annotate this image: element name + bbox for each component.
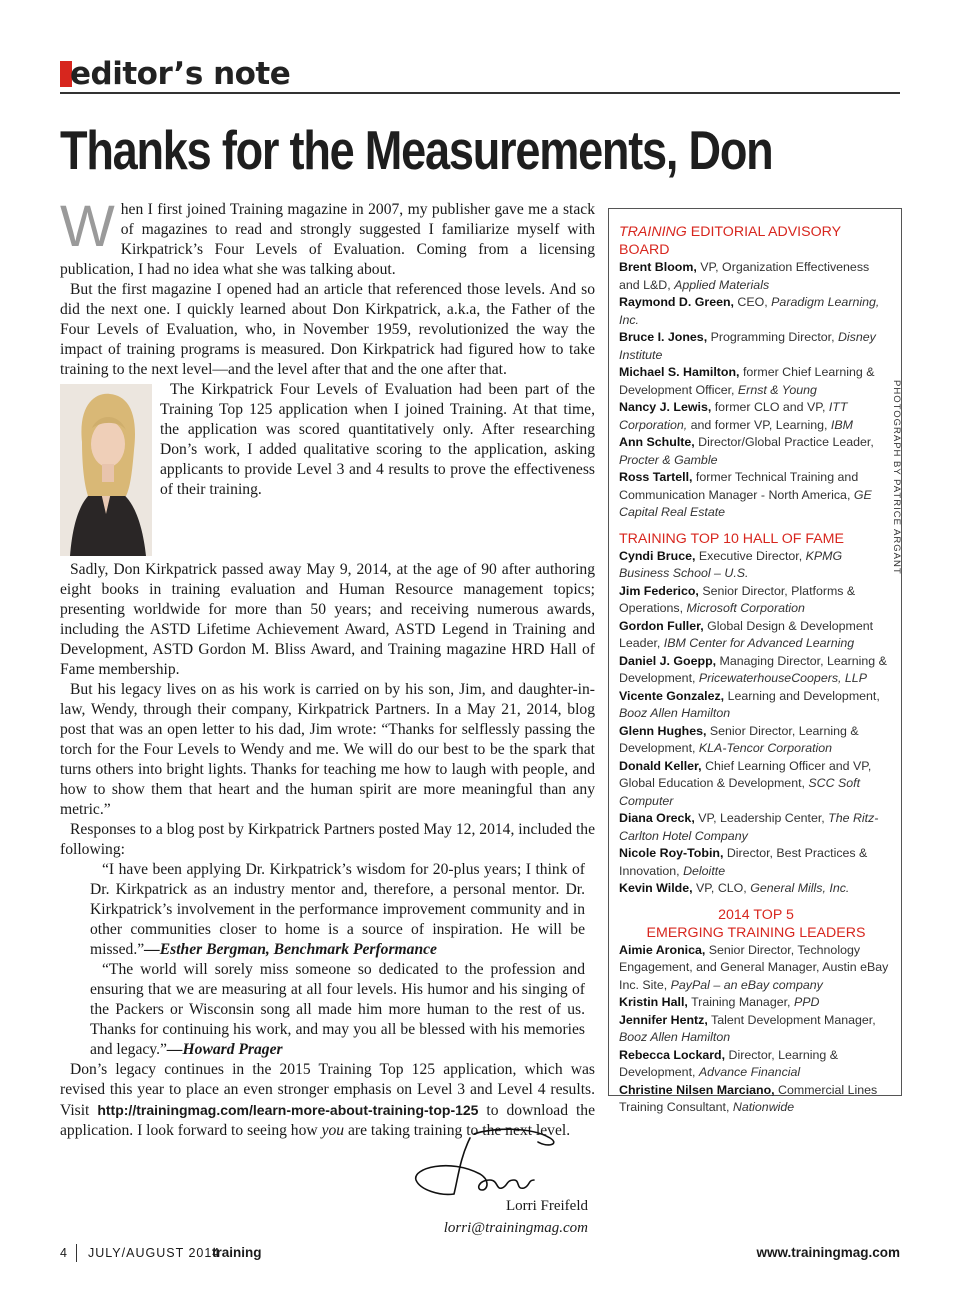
entry-name: Ross Tartell, [619, 470, 693, 484]
emerging-list [619, 942, 893, 1117]
entry-name: Vicente Gonzalez, [619, 688, 725, 703]
entry-name: Jim Federico, [619, 583, 699, 598]
advisory-sidebar [608, 208, 902, 1114]
entry-name: Nancy J. Lewis, [619, 400, 712, 414]
entry-org: General Mills, Inc. [750, 881, 850, 895]
entry-title: Programming Director, [707, 330, 838, 344]
entry-org: Ernst & Young [737, 382, 817, 397]
sidebar-entry [619, 1047, 893, 1082]
entry-title: Chief Learning Officer and VP, Global Education & Development, [619, 758, 872, 790]
entry-name: Daniel J. Goepp, [619, 653, 717, 668]
entry-name: Jennifer Hentz, [619, 1012, 708, 1027]
emerging-heading-line2: EMERGING TRAINING LEADERS [646, 924, 866, 941]
sidebar-entry [619, 723, 893, 758]
entry-title: CEO, [733, 295, 772, 309]
sidebar-entry [619, 880, 893, 898]
sidebar-entry [619, 618, 893, 653]
entry-org: Booz Allen Hamilton [619, 1030, 731, 1044]
section-label: editor’s note [70, 56, 291, 92]
sidebar-entry [619, 469, 893, 522]
entry-org: Nationwide [732, 1100, 795, 1114]
footer-divider [76, 1244, 77, 1262]
entry-org: Applied Materials [674, 277, 770, 292]
blockquote [90, 960, 585, 1060]
entry-title: Senior Director, Learning & Development, [619, 723, 859, 755]
entry-title: Director/Global Practice Leader, [694, 435, 874, 449]
paragraph-text: Sadly, Don Kirkpatrick passed away May 9, 2014, at the age of 90 after authoring eight books in training evaluation and Human Resource management topics; presenting worldwide for more than 50 years; and receiving numerous awards, including the ASTD Lifetime Achievement Award, ASTD Legend in Training and Development, ASTD Gordon M. Bliss Award, and Training magazine HRD Hall of Fame membership. [60, 561, 595, 678]
entry-org: IBM Center for Advanced Learning [663, 636, 855, 650]
entry-org: Booz Allen Hamilton [619, 706, 731, 720]
entry-title: Senior Director, Platforms & Operations, [619, 583, 856, 615]
article-paragraph [60, 820, 595, 860]
sidebar-entry [619, 1012, 893, 1047]
entry-title: VP, CLO, [692, 881, 751, 895]
entry-name: Brent Bloom, [619, 260, 697, 274]
sidebar-entry [619, 364, 893, 399]
website-link[interactable]: www.trainingmag.com [756, 1245, 900, 1260]
blockquote [90, 860, 585, 960]
article-paragraph [60, 680, 595, 820]
drop-cap: W [60, 194, 115, 259]
sidebar-entry [619, 548, 893, 583]
entry-org: Paradigm Learning, Inc. [619, 295, 880, 327]
sidebar-entry [619, 329, 893, 364]
entry-name: Bruce I. Jones, [619, 330, 708, 344]
signature-graphic [410, 1128, 570, 1198]
entry-title: Senior Director, Technology Engagement, and General Manager, Austin eBay Inc. Site, [619, 942, 889, 992]
sidebar-entry [619, 434, 893, 469]
entry-org: PayPal – an eBay company [670, 977, 823, 992]
entry-title: former CLO and VP, [711, 400, 829, 414]
entry-name: Gordon Fuller, [619, 618, 704, 633]
entry-name: Raymond D. Green, [619, 295, 734, 309]
quote-text: “I have been applying Dr. Kirkpatrick’s wisdom for 20-plus years; I think of Dr. Kirkpatrick as an industry mentor and, therefore, a personal mentor. Dr. Kirkpatrick’s involvement in the performance improvement community and in other communities closer to home is a source of inspiration. He will be missed.” [90, 861, 585, 958]
entry-name: Kristin Hall, [619, 995, 688, 1009]
entry-name: Cyndi Bruce, [619, 548, 696, 563]
entry-name: Aimie Aronica, [619, 942, 706, 957]
page-number: 4 [60, 1246, 67, 1260]
entry-org: Microsoft Corporation [686, 601, 805, 615]
paragraph-text: Responses to a blog post by Kirkpatrick Partners posted May 12, 2014, included the following: [60, 821, 595, 858]
sidebar-entry [619, 294, 893, 329]
portrait-image [60, 384, 152, 556]
board-heading-italic: TRAINING [619, 224, 687, 240]
article-paragraph [60, 194, 595, 280]
entry-title: former Chief Learning & Development Officer, [619, 365, 875, 397]
entry-name: Glenn Hughes, [619, 723, 707, 738]
entry-org: Disney Institute [619, 330, 876, 362]
sidebar-entry [619, 653, 893, 688]
signature-name: Lorri Freifeld [505, 1198, 588, 1214]
entry-org: KLA-Tencor Corporation [698, 741, 833, 755]
emerging-heading-line1: 2014 TOP 5 [718, 906, 794, 923]
entry-name: Donald Keller, [619, 758, 702, 773]
page-footer [60, 1244, 900, 1266]
article-paragraph [60, 280, 595, 380]
entry-title: Talent Development Manager, [707, 1012, 876, 1027]
paragraph-text: Don’s legacy continues in the 2015 Training Top 125 application, which was revised this year to place an even stronger emphasis on Level 3 and Level 4 results. Visit [60, 1061, 595, 1119]
author-photo [60, 384, 152, 556]
magazine-brand: training [212, 1245, 262, 1260]
entry-name: Ann Schulte, [619, 435, 695, 449]
entry-title: Director, Best Practices & Innovation, [619, 846, 868, 878]
sidebar-entry [619, 259, 893, 294]
entry-org: Deloitte [683, 863, 726, 878]
entry-org: PPD [793, 995, 820, 1009]
entry-org: IBM [830, 417, 853, 432]
board-list [619, 259, 893, 522]
quote-attribution: —Howard Prager [166, 1041, 283, 1058]
sidebar-entry [619, 845, 893, 880]
board-heading-text: EDITORIAL ADVISORY BOARD [619, 224, 841, 258]
quote-text: “The world will sorely miss someone so dedicated to the profession and ensuring that we are measuring at all four levels. His humor and his singing of the Packers or Wisconsin song all made him more human to the rest of us. Thanks for continuing his work, and may you all be blessed with his memories and legacy.” [90, 961, 585, 1058]
paragraph-text: The Kirkpatrick Four Levels of Evaluation had been part of the Training Top 125 application when I joined Training. At that time, the application was scored quantitatively only. After researching Don’s work, I added qualitative scoring to the application, asking applicants to provide Level 3 and 4 results to prove the effectiveness of their training. [160, 381, 595, 498]
emphasis-text: you [321, 1122, 345, 1139]
paragraph-text: But his legacy lives on as his work is carried on by his son, Jim, and daughter-in-law, Wendy, through their company, Kirkpatrick Partners. In a May 21, 2014, blog post that was an open letter to his dad, Jim wrote: “Thanks for selflessly passing the torch for the Four Levels to Wendy and me. We will do our best to be the spark that turns others into bright lights. Thanks for teaching me how to laugh with people, and how to show them that heart and the human spirit are more meaningful than any metric.” [60, 681, 595, 818]
entry-org: KPMG Business School – U.S. [619, 548, 843, 580]
sidebar-entry [619, 688, 893, 723]
entry-title: Director, Learning & Development, [619, 1047, 839, 1079]
entry-title: former Technical Training and Communication Manager - North America, [619, 470, 859, 502]
entry-org: ITT Corporation, [619, 400, 848, 432]
sidebar-entry [619, 583, 893, 618]
board-heading [619, 223, 893, 259]
entry-title: Commercial Lines Training Consultant, [619, 1082, 878, 1114]
entry-title: and former VP, Learning, [687, 417, 831, 432]
entry-title: VP, Leadership Center, [694, 811, 829, 825]
entry-name: Christine Nilsen Marciano, [619, 1082, 775, 1097]
entry-title: Learning and Development, [724, 688, 880, 703]
entry-name: Diana Oreck, [619, 811, 695, 825]
paragraph-text: But the first magazine I opened had an article that referenced those levels. And so did the next one. I quickly learned about Don Kirkpatrick, a.k.a, the Father of the Four Levels of Evaluation, who, in November 1959, revolutionized the way the impact of training programs is measured. Don Kirkpatrick had figured how to take training to the next level—and the level after that and the one after that. [60, 281, 595, 378]
entry-name: Kevin Wilde, [619, 881, 693, 895]
photo-credit: PHOTOGRAPH BY PATRICE ARGANT [891, 380, 902, 575]
entry-org: PricewaterhouseCoopers, LLP [698, 671, 867, 685]
entry-title: Training Manager, [687, 995, 794, 1009]
entry-title: Global Design & Development Leader, [619, 618, 874, 650]
page-title: Thanks for the Measurements, Don [60, 119, 773, 181]
sidebar-entry [619, 942, 893, 995]
entry-org: Procter & Gamble [619, 452, 718, 467]
hof-heading: TRAINING TOP 10 HALL OF FAME [619, 530, 844, 547]
hof-list [619, 548, 893, 898]
quote-attribution: —Esther Bergman, Benchmark Performance [144, 941, 437, 958]
article-link[interactable]: http://trainingmag.com/learn-more-about-training-top-125 [97, 1102, 479, 1118]
sidebar-entry [619, 810, 893, 845]
paragraph-text: are taking training to the next level. [348, 1122, 571, 1139]
sidebar-entry [619, 399, 893, 434]
entry-org: The Ritz-Carlton Hotel Company [619, 811, 879, 843]
article-paragraph [60, 560, 595, 680]
entry-name: Michael S. Hamilton, [619, 365, 740, 379]
entry-org: Advance Financial [698, 1065, 801, 1079]
entry-title: VP, Organization Effectiveness and L&D, [619, 260, 870, 292]
sidebar-entry [619, 758, 893, 811]
entry-title: Managing Director, Learning & Development, [619, 653, 887, 685]
paragraph-text: to download the application. I look forward to seeing how [60, 1102, 595, 1139]
paragraph-text: hen I first joined Training magazine in 2007, my publisher gave me a stack of magazines to read and strongly suggested I familiarize myself with Kirkpatrick’s Four Levels of Evaluation. Coming from a licensing publication, I had no idea what she was talking about. [60, 201, 595, 278]
entry-name: Rebecca Lockard, [619, 1047, 726, 1062]
sidebar-entry [619, 1082, 893, 1117]
issue-date: JULY/AUGUST 2014 [88, 1246, 221, 1260]
signature-email[interactable]: lorri@trainingmag.com [443, 1220, 588, 1236]
entry-org: SCC Soft Computer [619, 776, 861, 808]
section-header [60, 56, 900, 94]
sidebar-entry [619, 994, 893, 1012]
entry-org: GE Capital Real Estate [619, 487, 872, 519]
entry-title: Executive Director, [695, 548, 806, 563]
article-body [60, 194, 595, 1141]
entry-name: Nicole Roy-Tobin, [619, 846, 724, 860]
